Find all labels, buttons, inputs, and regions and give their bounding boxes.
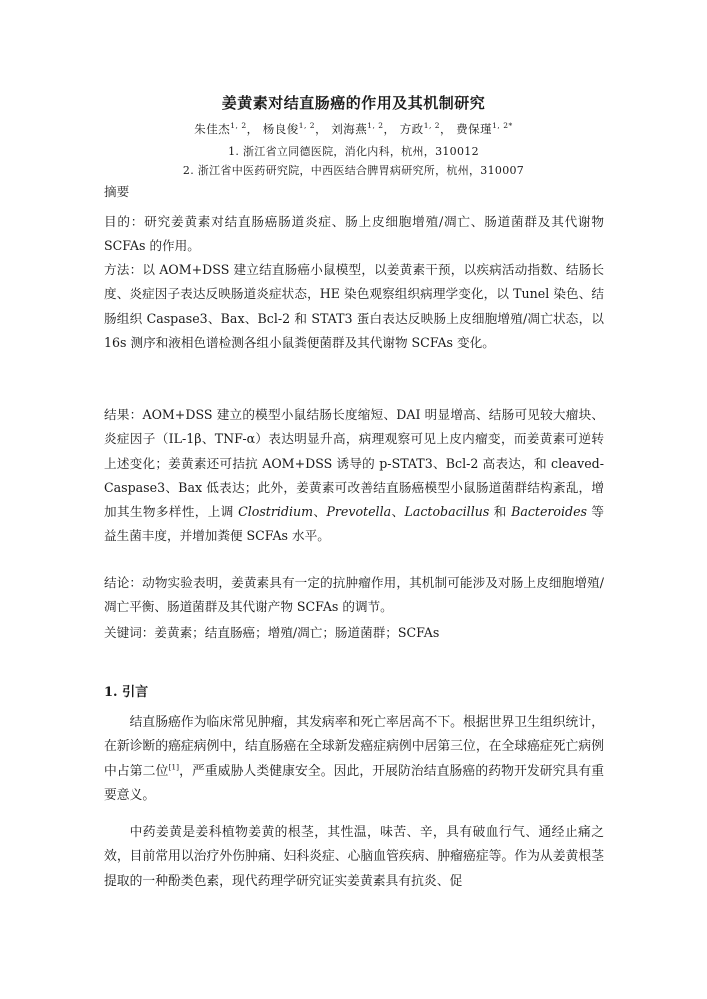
abstract-heading: 摘要 xyxy=(104,184,130,199)
affiliation-1: 1. 浙江省立同德医院，消化内科，杭州，310012 xyxy=(228,145,479,158)
author-list xyxy=(0,121,707,137)
bacteria-conjunction: 和 xyxy=(489,504,512,520)
section-heading-introduction: 1. 引言 xyxy=(104,685,149,700)
author xyxy=(400,122,440,136)
author xyxy=(263,122,315,136)
intro-paragraph-2: 中药姜黄是姜科植物姜黄的根茎，其性温，味苦、辛，具有破血行气、通经止痛之效，目前常用以治疗外伤肿痛、妇科炎症、心脑血管疾病、肿瘤癌症等。作为从姜黄根茎提取的一种酚类色素，现代药理学研究证实姜黄素具有抗炎、促 xyxy=(104,825,604,889)
abstract-results xyxy=(104,403,604,549)
bacteria-name: Clostridium xyxy=(238,504,314,520)
author-separator: ， xyxy=(246,122,259,136)
bacteria-name: Bacteroides xyxy=(511,504,588,520)
author-affiliation-marker: 1, 2 xyxy=(298,121,316,131)
author xyxy=(456,122,513,136)
author-name: 杨良俊 xyxy=(262,122,299,136)
author-name: 刘海燕 xyxy=(331,122,368,136)
abstract-conclusion: 结论：动物实验表明，姜黄素具有一定的抗肿瘤作用，其机制可能涉及对肠上皮细胞增殖/凋亡平衡、肠道菌群及其代谢产物 SCFAs 的调节。 xyxy=(104,575,604,615)
author-name: 方政 xyxy=(399,122,424,136)
bacteria-name: Prevotella xyxy=(326,504,392,520)
author-affiliation-marker: 1, 2 xyxy=(367,121,384,131)
author xyxy=(194,122,246,136)
author-affiliation-marker: 1, 2 xyxy=(230,121,247,131)
affiliation-2: 2. 浙江省中医药研究院，中西医结合脾胃病研究所，杭州，310007 xyxy=(182,164,525,177)
author-affiliation-marker: 1, 2* xyxy=(492,121,513,131)
paper-title: 姜黄素对结直肠癌的作用及其机制研究 xyxy=(221,94,486,112)
bacteria-separator: 、 xyxy=(313,504,327,520)
author-name: 费保瑾 xyxy=(456,122,493,136)
bacteria-separator: 、 xyxy=(391,504,405,520)
results-text: 等益生菌丰度，并增加粪便 SCFAs 水平。 xyxy=(104,504,604,544)
bacteria-name: Lactobacillus xyxy=(404,504,490,520)
author-separator: ， xyxy=(440,122,452,136)
citation-reference[interactable]: [1] xyxy=(168,762,180,772)
abstract-objective: 目的：研究姜黄素对结直肠癌肠道炎症、肠上皮细胞增殖/凋亡、肠道菌群及其代谢物 SCFAs 的作用。 xyxy=(104,214,604,254)
author-affiliation-marker: 1, 2 xyxy=(423,121,440,131)
author-name: 朱佳杰 xyxy=(194,122,231,136)
author-separator: ， xyxy=(383,122,396,136)
author xyxy=(331,122,383,136)
abstract-methods: 方法：以 AOM+DSS 建立结直肠癌小鼠模型，以姜黄素干预，以疾病活动指数、结肠长度、炎症因子表达反映肠道炎症状态，HE 染色观察组织病理学变化，以 Tunel 染色、结肠组织 Caspase3、Bax、Bcl-2 和 STAT3 蛋白表达反映肠上皮细胞增殖/凋亡状态，以 16s 测序和液相色谱检测各组小鼠粪便菌群及其代谢物 SCFAs 变化。 xyxy=(104,262,604,350)
results-text: 结果：AOM+DSS 建立的模型小鼠结肠长度缩短、DAI 明显增高、结肠可见较大瘤块、炎症因子（IL-1β、TNF-α）表达明显升高，病理观察可见上皮内瘤变，而姜黄素可逆转上述变化；姜黄素还可拮抗 AOM+DSS 诱导的 p-STAT3、Bcl-2 高表达，和 cleaved-Caspase3、Bax 低表达；此外，姜黄素可改善结直肠癌模型小鼠肠道菌群结构紊乱，增加其生物多样性，上调 xyxy=(104,407,604,520)
keywords: 关键词：姜黄素；结直肠癌；增殖/凋亡；肠道菌群；SCFAs xyxy=(104,625,440,640)
intro-paragraph-1 xyxy=(104,711,604,809)
author-separator: ， xyxy=(315,122,328,136)
paragraph-text: ，严重威胁人类健康安全。因此，开展防治结直肠癌的药物开发研究具有重要意义。 xyxy=(104,763,605,804)
paragraph-text: 结直肠癌作为临床常见肿瘤，其发病率和死亡率居高不下。根据世界卫生组织统计，在新诊断的癌症病例中，结直肠癌在全球新发癌症病例中居第三位，在全球癌症死亡病例中占第二位 xyxy=(104,715,604,779)
